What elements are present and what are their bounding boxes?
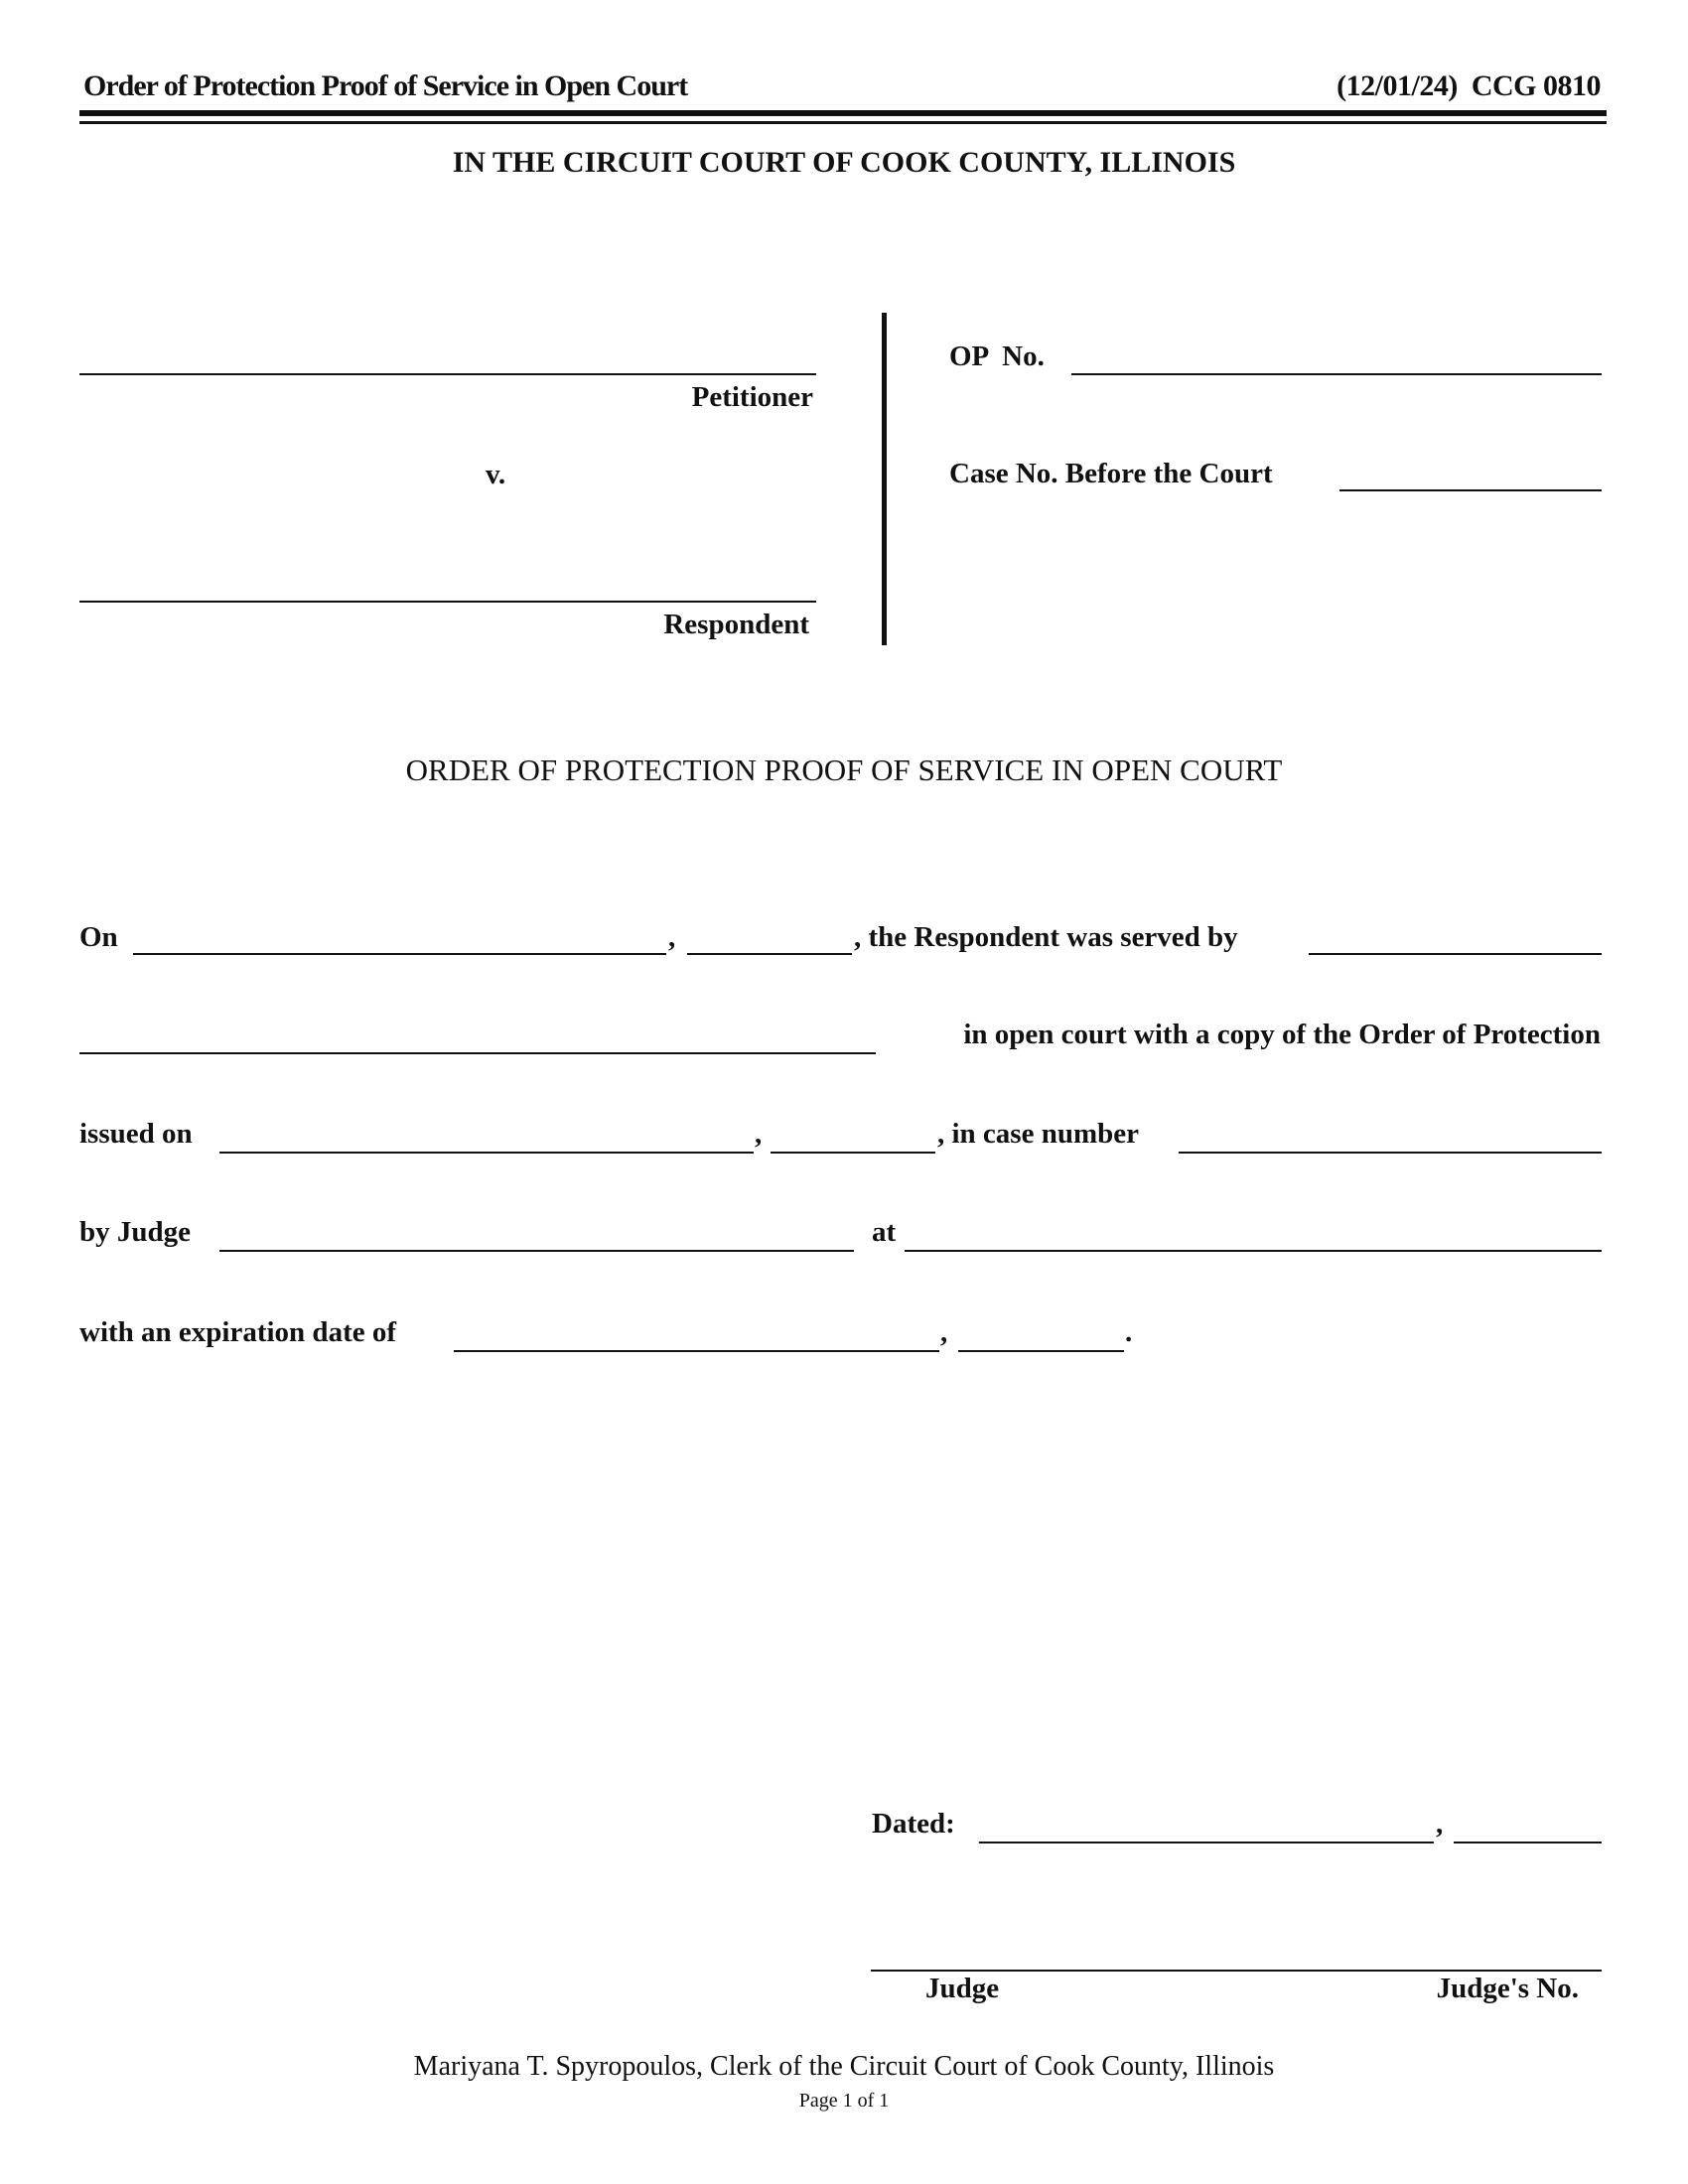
judge-no-label: Judge's No. [1436, 1973, 1579, 2004]
respondent-label: Respondent [663, 609, 809, 640]
by-judge-label: by Judge [79, 1216, 192, 1248]
comma: , [940, 1316, 948, 1348]
clerk-footer: Mariyana T. Spyropoulos, Clerk of the Circuit Court of Cook County, Illinois [413, 2051, 1275, 2082]
op-no-label: OP No. [949, 341, 1045, 372]
dated-date-field[interactable] [979, 1812, 1434, 1843]
expiration-year-field[interactable] [958, 1320, 1124, 1352]
document-title: ORDER OF PROTECTION PROOF OF SERVICE IN OPEN COURT [405, 752, 1283, 787]
court-title: IN THE CIRCUIT COURT OF COOK COUNTY, ILLINOIS [452, 146, 1236, 179]
caption-divider [882, 313, 887, 645]
period: . [1125, 1316, 1133, 1348]
case-no-field[interactable] [1339, 460, 1602, 491]
served-by-field[interactable] [1309, 923, 1602, 955]
issued-date-field[interactable] [219, 1122, 754, 1154]
header-thin-rule [79, 121, 1607, 124]
issued-year-field[interactable] [771, 1122, 935, 1154]
at-label: at [872, 1216, 897, 1248]
expiration-label: with an expiration date of [79, 1316, 396, 1348]
expiration-date-field[interactable] [454, 1320, 939, 1352]
petitioner-label: Petitioner [691, 381, 813, 413]
comma: , [668, 921, 676, 953]
in-open-court-label: in open court with a copy of the Order of Protection [963, 1019, 1601, 1050]
versus-label: v. [486, 459, 506, 490]
petitioner-name-field[interactable] [79, 343, 816, 375]
respondent-name-field[interactable] [79, 571, 816, 603]
served-by-label: , the Respondent was served by [854, 921, 1238, 953]
op-no-field[interactable] [1071, 343, 1602, 375]
service-date-field[interactable] [133, 923, 666, 955]
page-number: Page 1 of 1 [798, 2090, 890, 2112]
issued-on-label: issued on [79, 1118, 193, 1150]
form-code: (12/01/24) CCG 0810 [1336, 69, 1601, 102]
in-case-number-label: , in case number [937, 1118, 1139, 1150]
comma: , [755, 1118, 763, 1150]
dated-year-field[interactable] [1454, 1812, 1602, 1843]
case-number-field[interactable] [1179, 1122, 1602, 1154]
server-name-field[interactable] [79, 1023, 876, 1054]
judge-label: Judge [925, 1973, 1000, 2004]
location-field[interactable] [905, 1220, 1602, 1252]
judge-name-field[interactable] [219, 1220, 854, 1252]
header-thick-rule [79, 110, 1607, 116]
comma: , [1436, 1808, 1444, 1840]
judge-signature-field[interactable] [871, 1940, 1602, 1972]
form-title: Order of Protection Proof of Service in Open Court [83, 69, 688, 102]
dated-label: Dated: [872, 1808, 955, 1840]
service-year-field[interactable] [687, 923, 852, 955]
case-no-label: Case No. Before the Court [949, 458, 1273, 489]
on-label: On [79, 921, 118, 953]
